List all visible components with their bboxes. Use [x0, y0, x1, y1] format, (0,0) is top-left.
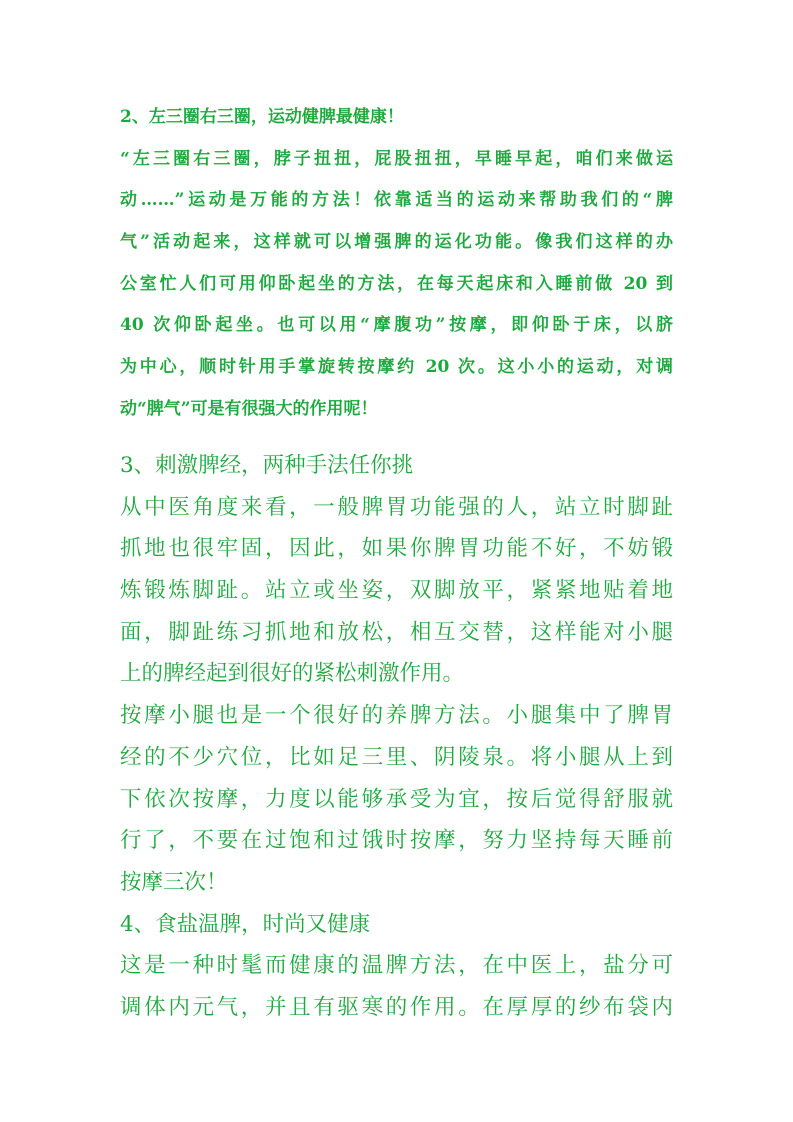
paragraph-line: 调体内元气，并且有驱寒的作用。在厚厚的纱布袋内 [120, 994, 673, 1020]
paragraph-line: “左三圈右三圈，脖子扭扭，屁股扭扭，早睡早起，咱们来做运 [120, 148, 673, 169]
section-3-4 [120, 445, 673, 1029]
paragraph-line: 按摩三次！ [120, 869, 228, 895]
paragraph-line: 炼锻炼脚趾。站立或坐姿，双脚放平，紧紧地贴着地 [120, 578, 673, 604]
paragraph-line: 气”活动起来，这样就可以增强脾的运化功能。像我们这样的办 [120, 232, 673, 253]
paragraph-line: 动“脾气”可是有很强大的作用呢！ [120, 398, 378, 419]
paragraph-line: 这是一种时髦而健康的温脾方法，在中医上，盐分可 [120, 953, 673, 979]
paragraph-line: 经的不少穴位，比如足三里、阴陵泉。将小腿从上到 [120, 744, 673, 770]
paragraph-line: 行了，不要在过饱和过饿时按摩，努力坚持每天睡前 [120, 828, 673, 854]
section-2 [120, 97, 673, 431]
paragraph-line: 为中心，顺时针用手掌旋转按摩约 20 次。这小小的运动，对调 [120, 357, 673, 378]
section-3-title: 3、刺激脾经，两种手法任你挑 [120, 453, 414, 478]
section-2-title: 2、左三圈右三圈，运动健脾最健康！ [120, 107, 404, 127]
paragraph-line: 抓地也很牢固，因此，如果你脾胃功能不好，不妨锻 [120, 536, 673, 562]
paragraph-line: 从中医角度来看，一般脾胃功能强的人，站立时脚趾 [120, 494, 673, 520]
paragraph-line: 按摩小腿也是一个很好的养脾方法。小腿集中了脾胃 [120, 703, 673, 729]
paragraph-line: 上的脾经起到很好的紧松刺激作用。 [120, 661, 465, 687]
paragraph-line: 下依次按摩，力度以能够承受为宜，按后觉得舒服就 [120, 786, 673, 812]
paragraph-line: 40 次仰卧起坐。也可以用“摩腹功”按摩，即仰卧于床，以脐 [120, 315, 673, 336]
paragraph-line: 公室忙人们可用仰卧起坐的方法，在每天起床和入睡前做 20 到 [120, 273, 673, 294]
paragraph-line: 动……”运动是万能的方法！依靠适当的运动来帮助我们的“脾 [120, 190, 673, 211]
paragraph-line: 面，脚趾练习抓地和放松，相互交替，这样能对小腿 [120, 619, 673, 645]
section-4-title: 4、食盐温脾，时尚又健康 [120, 911, 371, 937]
